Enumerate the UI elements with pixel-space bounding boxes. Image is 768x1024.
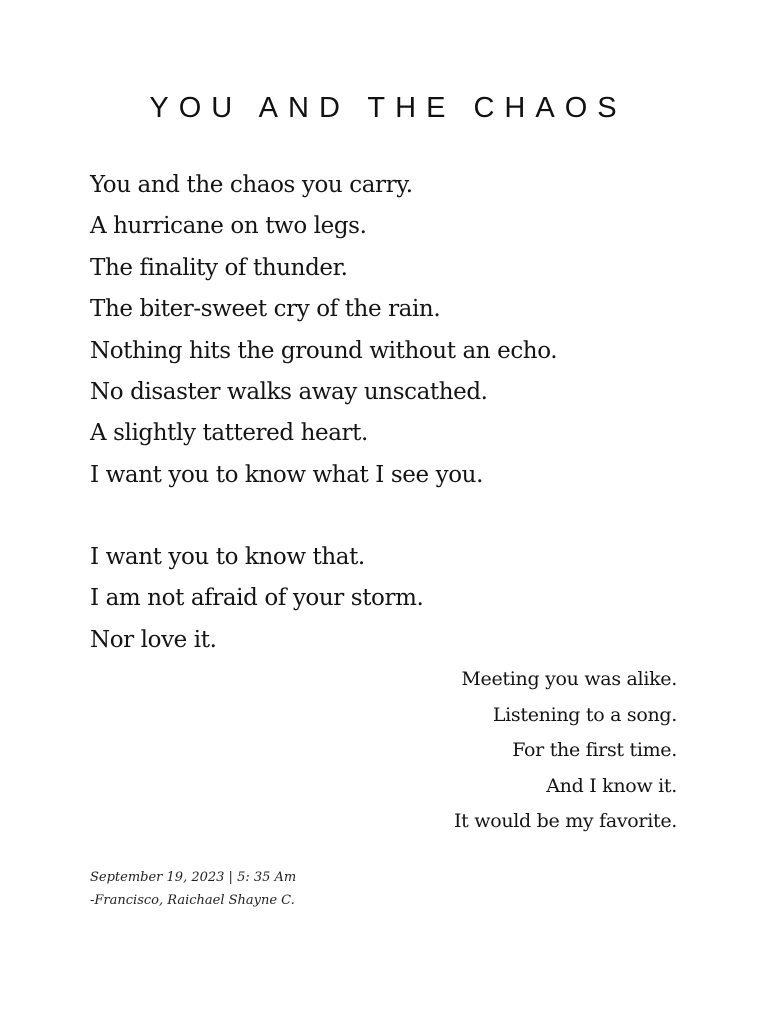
poem-line: I am not afraid of your storm. [90,585,424,612]
poem-line: And I know it. [546,774,677,797]
poem-title: YOU AND THE CHAOS [149,92,627,124]
stanza-2 [90,537,423,661]
poem-line: Listening to a song. [492,703,677,726]
poem-line: You and the chaos you carry. [90,172,413,198]
poem-line: It would be my favorite. [453,810,677,832]
signature-author: -Francisco, Raichael Shayne C. [90,893,295,908]
signature-date: September 19, 2023 | 5: 35 Am [90,870,297,885]
stanza-1 [90,165,557,496]
poem-line: I want you to know what I see you. [90,461,483,488]
poem-line: Nothing hits the ground without an echo. [90,337,558,364]
poem-line: For the first time. [512,739,677,761]
poem-line: The finality of thunder. [90,254,348,281]
poem-line: A slightly tattered heart. [90,420,368,447]
stanza-3 [454,662,677,840]
poem-line: A hurricane on two legs. [90,213,367,240]
poem-line: I want you to know that. [90,544,365,570]
poem-line: Nor love it. [90,626,217,653]
poem-line: No disaster walks away unscathed. [90,379,488,406]
poem-line: The biter-sweet cry of the rain. [90,296,441,323]
signature-block [90,866,296,912]
poem-line: Meeting you was alike. [461,668,677,690]
